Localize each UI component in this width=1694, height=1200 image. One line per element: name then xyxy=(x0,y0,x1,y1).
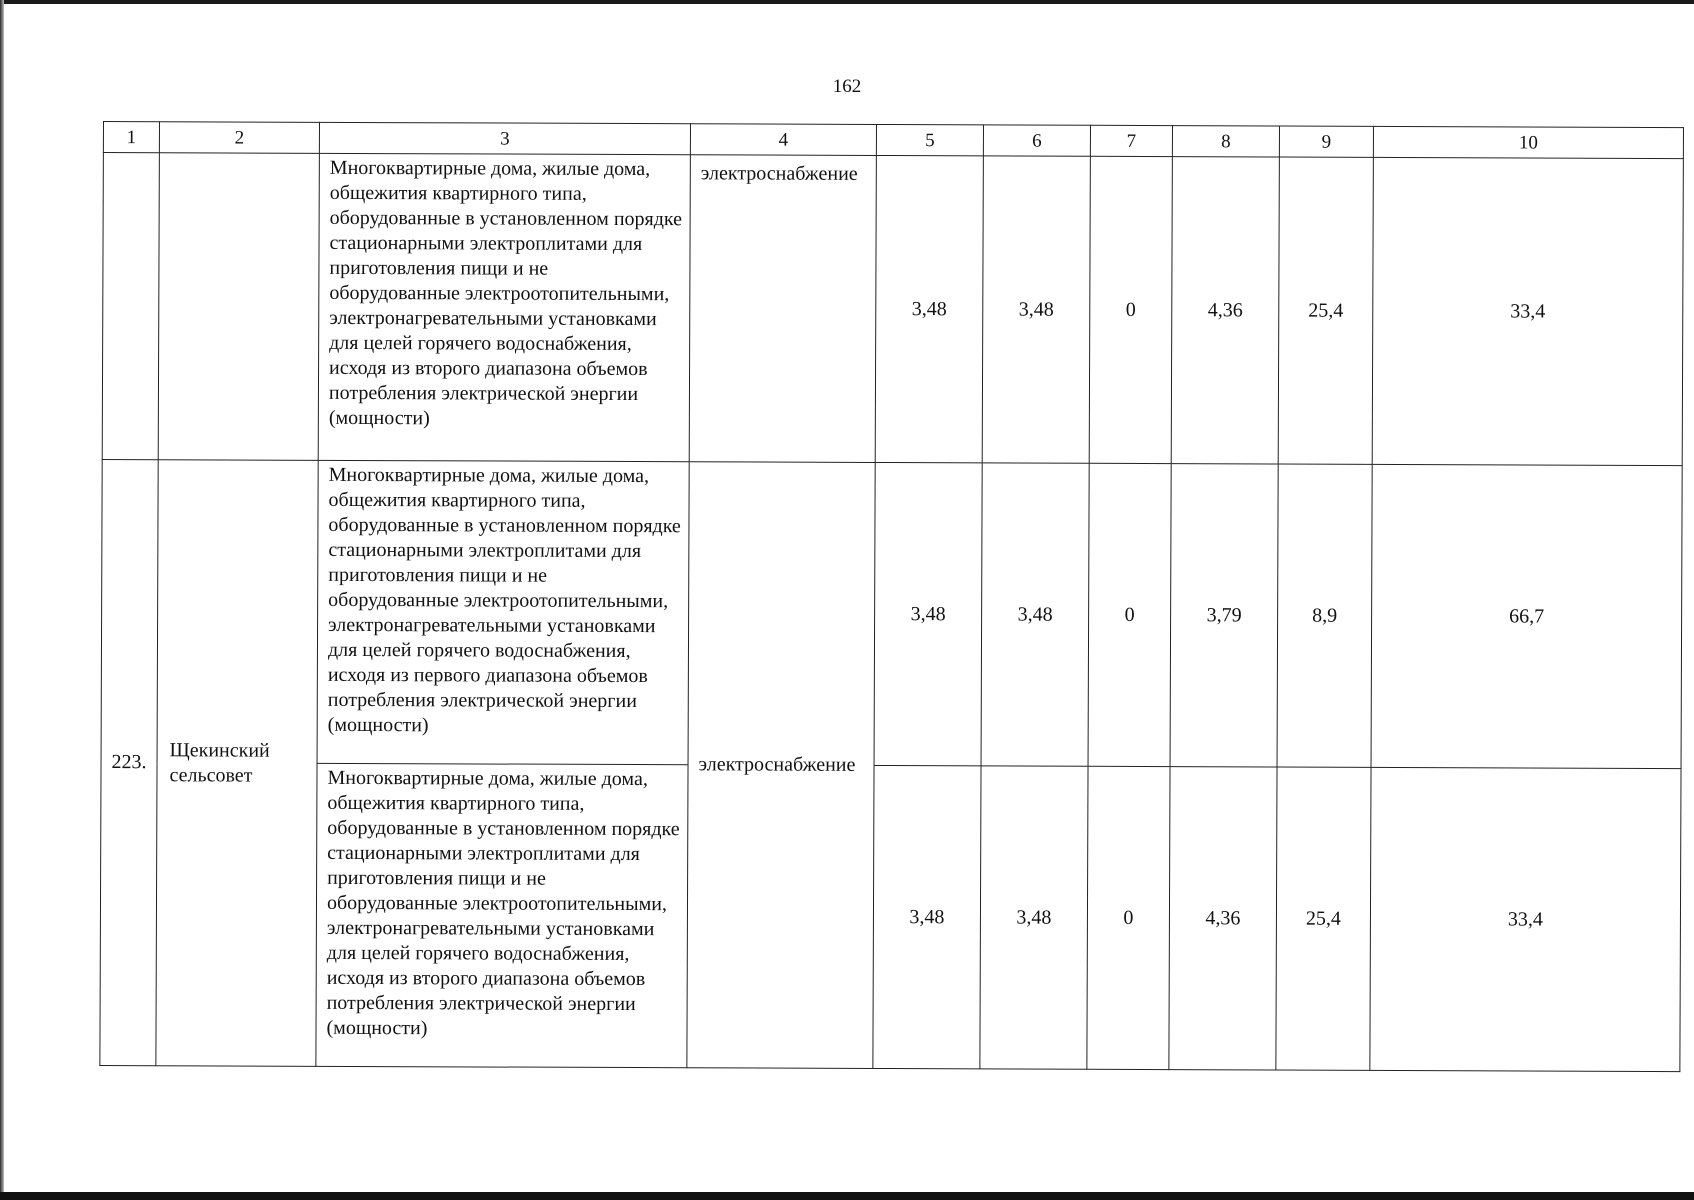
table-row xyxy=(100,762,1681,1071)
value-cell: 33,4 xyxy=(1372,157,1683,465)
value-cell: 0 xyxy=(1087,766,1170,1069)
scan-edge-top xyxy=(0,0,1694,4)
row-number-cell xyxy=(102,153,159,460)
tariff-table xyxy=(99,121,1684,1072)
value-cell: 25,4 xyxy=(1278,157,1373,464)
value-cell: 3,48 xyxy=(981,463,1089,766)
value-cell: 4,36 xyxy=(1171,157,1279,464)
header-cell: 9 xyxy=(1279,126,1373,157)
header-cell: 10 xyxy=(1373,126,1683,158)
value-cell: 3,48 xyxy=(873,765,981,1068)
value-cell: 0 xyxy=(1088,463,1171,766)
utility-service-cell: электроснабжение xyxy=(687,462,875,1069)
page-number: 162 xyxy=(832,76,862,97)
header-cell: 8 xyxy=(1172,126,1279,157)
header-cell: 6 xyxy=(983,125,1090,156)
consumer-category-cell: Многоквартирные дома, жилые дома, общежития квартирного типа, оборудованные в установленном порядке стационарными электроплитами для приготовления пищи и не оборудованные электроотопительными, электронагревательными установками для целей горячего водоснабжения, исходя из второго диапазона объемов потребления электрической энергии (мощности) xyxy=(316,763,688,1067)
value-cell: 4,36 xyxy=(1169,767,1277,1070)
value-cell: 0 xyxy=(1089,156,1172,463)
table-row xyxy=(101,459,1682,768)
value-cell: 3,48 xyxy=(875,155,983,462)
table-row xyxy=(102,153,1683,466)
value-cell: 33,4 xyxy=(1370,767,1681,1071)
consumer-category-cell: Многоквартирные дома, жилые дома, общежития квартирного типа, оборудованные в установленном порядке стационарными электроплитами для приготовления пищи и не оборудованные электроотопительными, электронагревательными установками для целей горячего водоснабжения, исходя из первого диапазона объемов потребления электрической энергии (мощности) xyxy=(317,460,689,764)
header-cell: 3 xyxy=(319,122,690,154)
value-cell: 3,48 xyxy=(982,156,1090,463)
value-cell: 66,7 xyxy=(1371,464,1682,768)
utility-service-cell: электроснабжение xyxy=(689,155,876,463)
header-cell: 1 xyxy=(103,122,159,153)
value-cell: 8,9 xyxy=(1277,464,1372,767)
settlement-cell xyxy=(158,153,319,461)
value-cell: 3,48 xyxy=(874,462,982,765)
scan-edge-bottom xyxy=(0,1192,1694,1200)
header-cell: 2 xyxy=(159,122,319,154)
value-cell: 3,48 xyxy=(980,766,1088,1069)
header-cell: 5 xyxy=(876,124,983,155)
scan-edge-left xyxy=(0,0,4,1200)
value-cell: 3,79 xyxy=(1170,464,1278,767)
header-cell: 7 xyxy=(1090,125,1172,156)
value-cell: 25,4 xyxy=(1276,767,1371,1070)
consumer-category-cell: Многоквартирные дома, жилые дома, общежития квартирного типа, оборудованные в установленном порядке стационарными электроплитами для приготовления пищи и не оборудованные электроотопительными, электронагревательными установками для целей горячего водоснабжения, исходя из второго диапазона объемов потребления электрической энергии (мощности) xyxy=(318,153,690,461)
settlement-cell: Щекинский сельсовет xyxy=(156,460,318,1067)
row-number-cell: 223. xyxy=(100,459,158,1065)
header-cell: 4 xyxy=(690,124,876,156)
